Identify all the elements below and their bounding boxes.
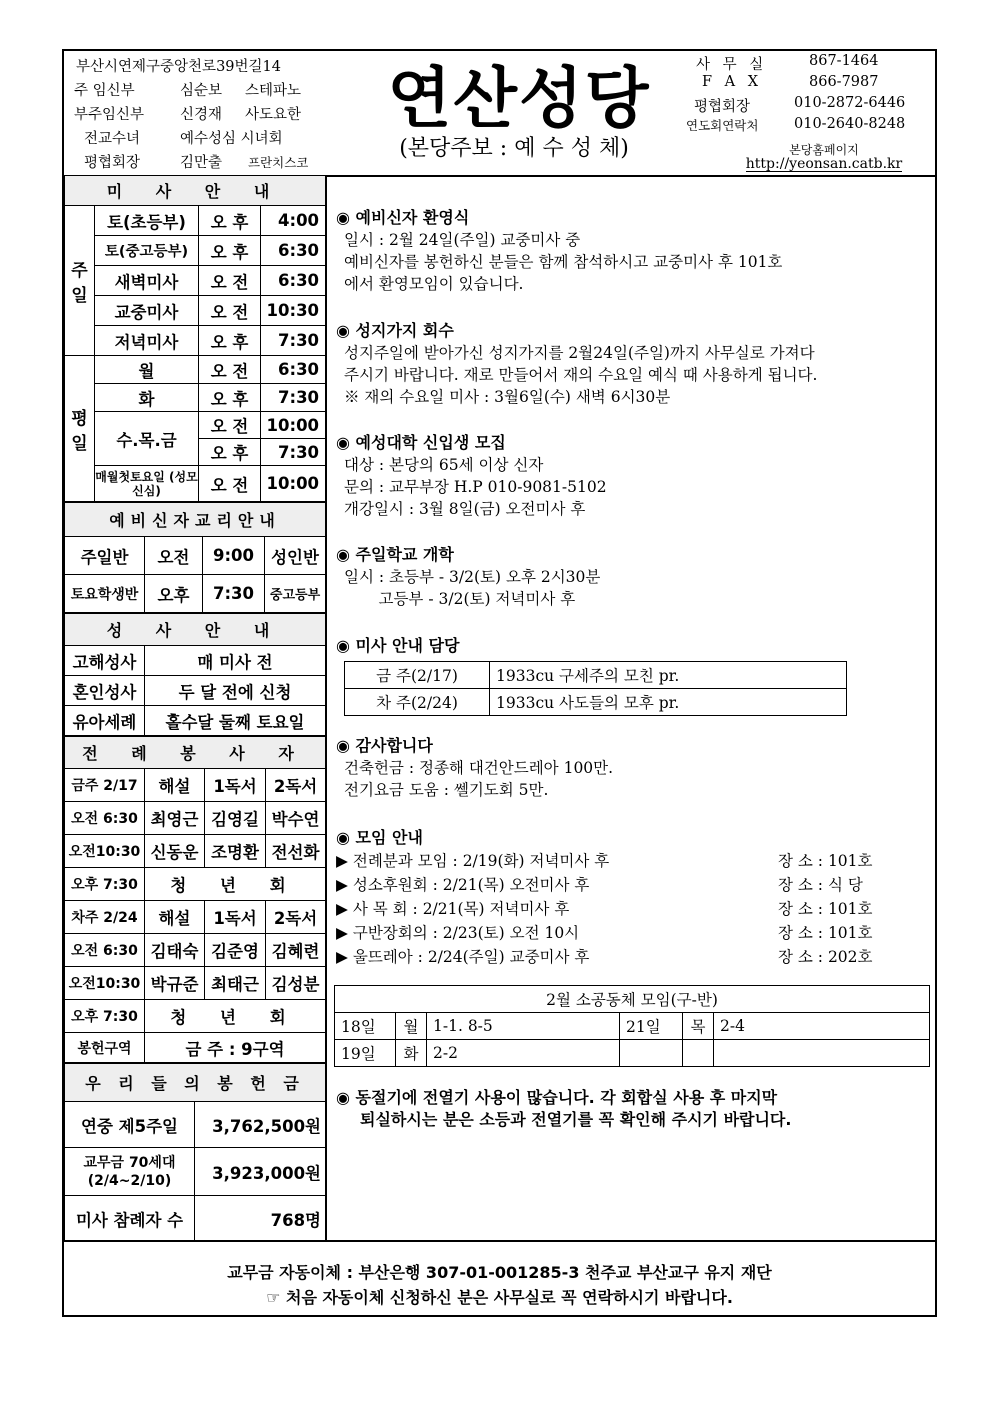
cell: 오전 6:30 [65,802,145,835]
notice-line: 주시기 바랍니다. 재로 만들어서 재의 수요일 예식 때 사용하게 됩니다. [344,366,818,384]
cell: 1독서 [205,769,266,802]
catechumen-table [64,502,326,613]
meeting-place: 장 소 : 101호 [778,924,873,942]
liturgy-title: 전 례 봉 사 자 [65,737,326,769]
mass-time: 10:00 [261,466,326,502]
contact-label: 평협회장 [694,99,751,115]
cell: 김준영 [205,934,266,967]
contact-value: 867-1464 [809,53,879,69]
homepage-link[interactable]: http://yeonsan.catb.kr [745,156,903,172]
left-column [64,175,327,1240]
cell: 3,762,500원 [195,1102,326,1148]
notice-welcome [336,207,782,295]
mass-time: 10:30 [261,296,326,326]
cell: 미사 참례자 수 [65,1196,195,1242]
mass-time: 4:00 [261,206,326,236]
contact-label: F A X [702,74,763,90]
mass-name: 새벽미사 [95,266,199,296]
cell: 금 주(2/17) [345,662,490,689]
cell: 21일 [620,1013,683,1040]
cell: 19일 [335,1040,396,1067]
cell: 1933cu 구세주의 모친 pr. [490,662,847,689]
mass-time: 6:30 [261,266,326,296]
meeting-text: ▶ 울뜨레아 : 2/24(주일) 교중미사 후 [336,948,590,966]
cell: 2독서 [266,769,326,802]
sacrament-title: 성 사 안 내 [65,614,326,646]
cell: 오후 7:30 [65,1000,145,1033]
bulletin-frame [62,49,937,1317]
contact-value: 010-2640-8248 [794,116,906,132]
cell: 1-1. 8-5 [427,1013,620,1040]
cell: 홀수달 둘째 토요일 [145,706,326,736]
meeting-text: ▶ 전례분과 모임 : 2/19(화) 저녁미사 후 [336,852,610,870]
notice-title: ◉ 예비신자 환영식 [336,208,470,227]
cell: 금 주 : 9구역 [145,1033,326,1063]
mass-time: 7:30 [261,439,326,466]
cell: 박규준 [145,967,205,1000]
footer [64,1240,935,1317]
cell: 768명 [195,1196,326,1242]
notice-thanks [336,735,613,801]
contact-value: 866-7987 [809,74,879,90]
offering-title: 우 리 들 의 봉 헌 금 [65,1064,326,1102]
cell: 연중 제5주일 [65,1102,195,1148]
cell: 해설 [145,901,205,934]
cell: 오전 6:30 [65,934,145,967]
notice-line: ※ 재의 수요일 미사 : 3월6일(수) 새벽 6시30분 [344,388,671,406]
sacrament-table [64,613,326,736]
meeting-row [336,921,926,945]
notice-line: ◉ 동절기에 전열기 사용이 많습니다. 각 회합실 사용 후 마지막 [336,1088,778,1107]
cell: 교무금 70세대 (2/4~2/10) [65,1148,195,1196]
cell: 3,923,000원 [195,1148,326,1196]
staff-name: 심순보 [180,83,223,99]
meeting-place: 장 소 : 식 당 [778,876,863,894]
mass-ampm: 오 전 [199,296,261,326]
notice-college [336,432,607,520]
cell: 오전 [145,537,203,575]
contacts [684,53,934,137]
mass-table [64,175,326,502]
staff-name: 신경재 [180,107,223,123]
notice-line: 전기요금 도움 : 쎌기도회 5만. [344,781,549,799]
mass-ampm: 오 전 [199,266,261,296]
cell: 월 [396,1013,427,1040]
meeting-text: ▶ 구반장회의 : 2/23(토) 오전 10시 [336,924,580,942]
cell: 해설 [145,769,205,802]
cell: 화 [396,1040,427,1067]
cell: 유아세례 [65,706,145,736]
mass-name: 토(초등부) [95,206,199,236]
mass-time: 7:30 [261,326,326,356]
notice-meetings [336,827,926,969]
meeting-row [336,873,926,897]
cell: 최태근 [205,967,266,1000]
mass-ampm: 오 후 [199,206,261,236]
cell: 혼인성사 [65,676,145,706]
parish-title: 연산성당 [387,60,651,137]
mass-ampm: 오 후 [199,439,261,466]
cell [714,1040,930,1067]
cell: 김영길 [205,802,266,835]
cell: 차 주(2/24) [345,689,490,716]
cell: 18일 [335,1013,396,1040]
staff-title: 스테파노 [245,83,302,99]
cell: 청 년 회 [145,868,326,901]
staff-role: 부주임신부 [74,107,145,123]
mass-ampm: 오 후 [199,236,261,266]
staff-role: 주 임신부 [74,83,135,99]
contact-label: 연도회연락처 [686,118,759,133]
cell: 두 달 전에 신청 [145,676,326,706]
cell: 김태숙 [145,934,205,967]
meeting-place: 장 소 : 202호 [778,948,873,966]
cell: 최영근 [145,802,205,835]
notice-title: ◉ 모임 안내 [336,828,423,847]
notice-title: ◉ 성지가지 회수 [336,321,454,340]
mass-ampm: 오 후 [199,384,261,412]
notice-title: ◉ 감사합니다 [336,736,433,755]
cell: 오전10:30 [65,835,145,868]
mass-time: 7:30 [261,384,326,412]
notice-line: 개강일시 : 3월 8일(금) 오전미사 후 [344,500,586,518]
header-info [70,55,320,175]
cell: 청 년 회 [145,1000,326,1033]
footer-note: ☞ 처음 자동이체 신청하신 분은 사무실로 꼭 연락하시기 바랍니다. [266,1288,733,1307]
weekday-label: 평일 [65,356,95,502]
contact-row [684,74,934,95]
meeting-row [336,945,926,969]
cell: 1933cu 사도들의 모후 pr. [490,689,847,716]
cell [683,1040,714,1067]
notice-line: 일시 : 초등부 - 3/2(토) 오후 2시30분 [344,568,601,586]
meeting-row [336,849,926,873]
staff-row [70,127,320,151]
liturgy-table [64,736,326,1063]
notice-title: ◉ 미사 안내 담당 [336,636,460,655]
cell: 7:30 [203,575,265,613]
staff-row [70,151,320,175]
contact-row [684,95,934,116]
staff-row [70,103,320,127]
bulletin-subtitle: (본당주보 : 예 수 성 체) [399,136,629,161]
notice-line: 퇴실하시는 분은 소등과 전열기를 꼭 확인해 주시기 바랍니다. [360,1110,792,1129]
staff-role: 평협회장 [84,155,141,171]
mass-time: 6:30 [261,236,326,266]
cell: 차주 2/24 [65,901,145,934]
cell: 9:00 [203,537,265,575]
cell: 1독서 [205,901,266,934]
cell: 중고등부 [265,575,326,613]
cell: 김혜련 [266,934,326,967]
cell: 조명환 [205,835,266,868]
cell [620,1040,683,1067]
cell: 전선화 [266,835,326,868]
mass-ampm: 오 전 [199,412,261,439]
staff-title: 프란치스코 [248,155,309,170]
notice-palm [336,320,817,408]
mass-name: 교중미사 [95,296,199,326]
mass-title: 미 사 안 내 [65,176,326,206]
notice-line: 일시 : 2월 24일(주일) 교중미사 중 [344,231,581,249]
mass-duty-table [344,661,847,716]
contact-row [684,116,934,137]
notice-school [336,544,600,610]
meeting-place: 장 소 : 101호 [778,852,873,870]
notice-title: ◉ 예성대학 신입생 모집 [336,433,506,452]
cell: 2독서 [266,901,326,934]
notice-line: 성지주일에 받아가신 성지가지를 2월24일(주일)까지 사무실로 가져다 [344,344,815,362]
cell: 고해성사 [65,646,145,676]
notice-line: 고등부 - 3/2(토) 저녁미사 후 [344,590,576,608]
cell: 오후 7:30 [65,868,145,901]
mass-ampm: 오 전 [199,466,261,502]
mass-name: 저녁미사 [95,326,199,356]
mass-name: 월 [95,356,199,384]
homepage [719,143,929,172]
notice-line: 대상 : 본당의 65세 이상 신자 [344,456,544,474]
meeting-row [336,897,926,921]
staff-role: 전교수녀 [84,131,141,147]
cell: 김성분 [266,967,326,1000]
small-group-table [334,985,930,1067]
staff-title: 사도요한 [245,107,302,123]
address: 부산시연제구중앙천로39번길14 [76,59,281,75]
header [64,51,935,177]
cell: 봉헌구역 [65,1033,145,1063]
offering-table [64,1063,326,1242]
mass-name: 수.목.금 [95,412,199,466]
homepage-label: 본당홈페이지 [789,143,859,157]
cell: 신동운 [145,835,205,868]
cell: 성인반 [265,537,326,575]
cell: 오전10:30 [65,967,145,1000]
notice-title: ◉ 주일학교 개학 [336,545,454,564]
meeting-text: ▶ 사 목 회 : 2/21(목) 저녁미사 후 [336,900,570,918]
cell: 토요학생반 [65,575,145,613]
mass-ampm: 오 전 [199,356,261,384]
staff-row [70,79,320,103]
cell: 오후 [145,575,203,613]
catechumen-title: 예비신자교리안내 [65,503,326,537]
meeting-text: ▶ 성소후원회 : 2/21(목) 오전미사 후 [336,876,590,894]
cell: 금주 2/17 [65,769,145,802]
notice-line: 문의 : 교무부장 H.P 010-9081-5102 [344,478,607,496]
notices [336,175,926,1240]
staff-name: 예수성심 시녀회 [180,131,283,147]
meeting-place: 장 소 : 101호 [778,900,873,918]
notice-heater [336,1087,791,1131]
contact-value: 010-2872-6446 [794,95,906,111]
notice-line: 예비신자를 봉헌하신 분들은 함께 참석하시고 교중미사 후 101호 [344,253,783,271]
cell: 목 [683,1013,714,1040]
notice-line: 건축헌금 : 정종해 대건안드레아 100만. [344,759,614,777]
cell: 주일반 [65,537,145,575]
footer-bank: 교무금 자동이체 : 부산은행 307-01-001285-3 천주교 부산교구 유지 재단 [227,1263,772,1282]
sunday-label: 주일 [65,206,95,356]
mass-ampm: 오 후 [199,326,261,356]
cell: 박수연 [266,802,326,835]
cell: 2-4 [714,1013,930,1040]
mass-name: 매월첫토요일 (성모신심) [95,466,199,502]
notice-line: 에서 환영모임이 있습니다. [344,275,524,293]
contact-row [684,53,934,74]
cell: 2-2 [427,1040,620,1067]
mass-name: 토(중고등부) [95,236,199,266]
contact-label: 사 무 실 [696,57,768,73]
staff-name: 김만출 [180,155,223,171]
small-group-title: 2월 소공동체 모임(구-반) [335,986,930,1013]
mass-time: 10:00 [261,412,326,439]
notice-mass-duty [336,635,847,716]
cell: 매 미사 전 [145,646,326,676]
mass-time: 6:30 [261,356,326,384]
mass-name: 화 [95,384,199,412]
